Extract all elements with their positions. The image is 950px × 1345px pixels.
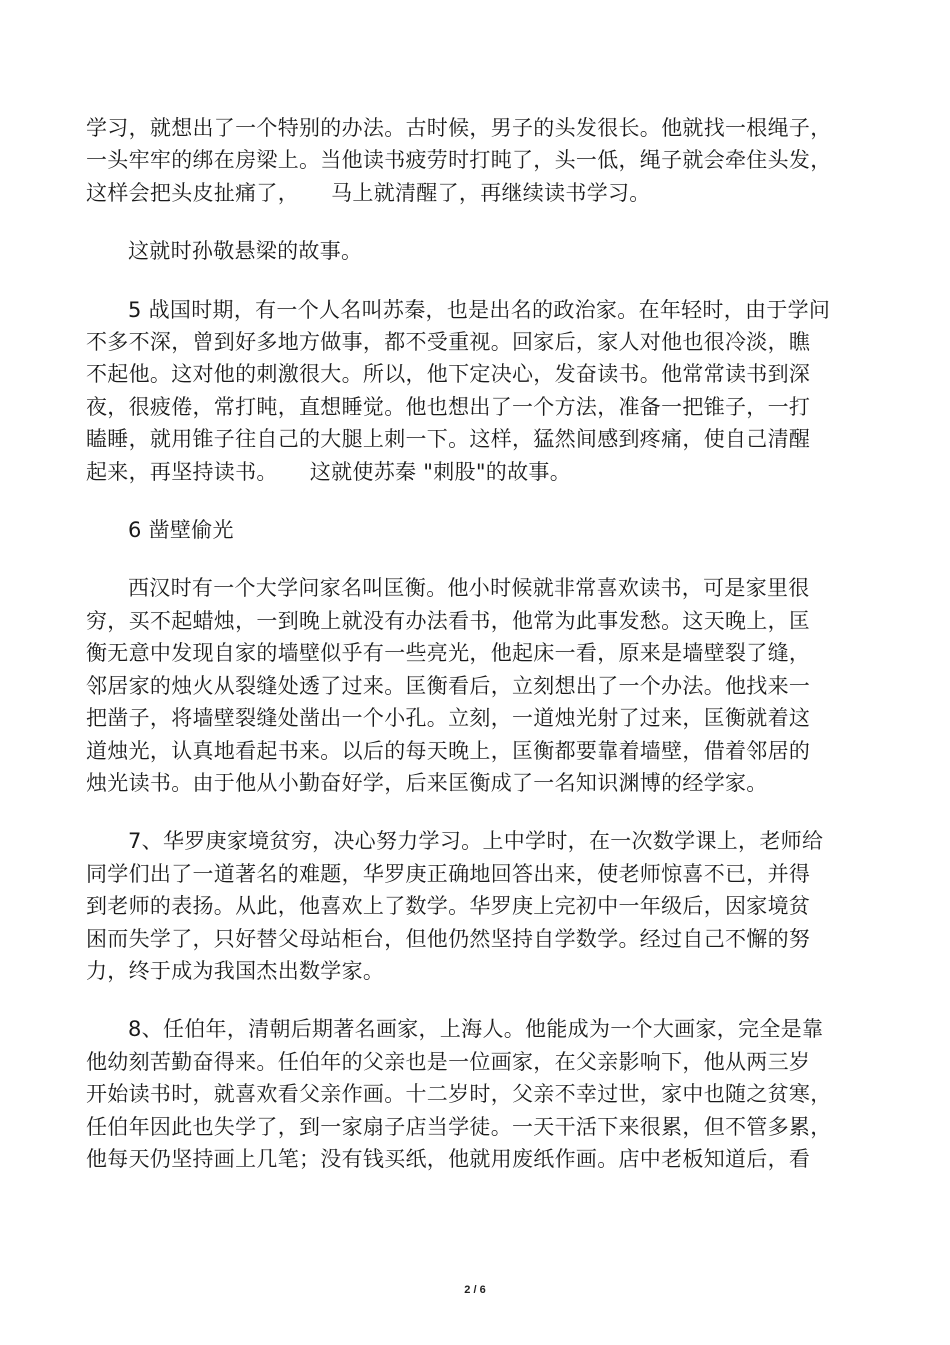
paragraph-hua-luogeng xyxy=(86,825,824,987)
text-line: 夜，很疲倦，常打盹，直想睡觉。他也想出了一个方法，准备一把锥子，一打 xyxy=(86,394,811,419)
text-line: 困而失学了，只好替父母站柜台，但他仍然坚持自学数学。经过自己不懈的努 xyxy=(86,926,811,951)
text-line: 同学们出了一道著名的难题，华罗庚正确地回答出来，使老师惊喜不已，并得 xyxy=(86,861,811,886)
text-line: 邻居家的烛火从裂缝处透了过来。匡衡看后，立刻想出了一个办法。他找来一 xyxy=(86,673,811,698)
text-line: 不多不深，曾到好多地方做事，都不受重视。回家后，家人对他也很冷淡，瞧 xyxy=(86,330,811,355)
text-line: 任伯年因此也失学了，到一家扇子店当学徒。一天干活下来很累，但不管多累， xyxy=(86,1114,832,1139)
text-line: 把凿子，将墙壁裂缝处凿出一个小孔。立刻，一道烛光射了过来，匡衡就着这 xyxy=(86,706,811,731)
page-number: 2 / 6 xyxy=(464,1284,486,1296)
text-line: 这就时孙敬悬梁的故事。 xyxy=(128,239,363,264)
paragraph-ren-bonian xyxy=(86,1013,832,1175)
document-body xyxy=(86,112,832,1201)
paragraph-sun-jing-cont xyxy=(86,112,832,209)
text-line: 西汉时有一个大学问家名叫匡衡。他小时候就非常喜欢读书，可是家里很 xyxy=(128,576,810,601)
text-line: 穷，买不起蜡烛，一到晚上就没有办法看书，他常为此事发愁。这天晚上，匡 xyxy=(86,608,811,633)
text-line: 8、任伯年，清朝后期著名画家，上海人。他能成为一个大画家，完全是靠 xyxy=(128,1017,824,1042)
text-line: 不起他。这对他的刺激很大。所以，他下定决心，发奋读书。他常常读书到深 xyxy=(86,362,811,387)
paragraph-kuang-heng xyxy=(86,572,818,799)
section-heading-6 xyxy=(86,514,818,546)
text-line: 烛光读书。由于他从小勤奋好学，后来匡衡成了一名知识渊博的经学家。 xyxy=(86,770,768,795)
text-line: 衡无意中发现自家的墙壁似乎有一些亮光，他起床一看，原来是墙壁裂了缝， xyxy=(86,641,811,666)
text-line: 瞌睡，就用锥子往自己的大腿上刺一下。这样，猛然间感到疼痛，使自己清醒 xyxy=(86,427,811,452)
text-line: 道烛光，认真地看起书来。以后的每天晚上，匡衡都要靠着墙壁，借着邻居的 xyxy=(86,738,811,763)
text-line: 起来，再坚持读书。 这就使苏秦 "刺股"的故事。 xyxy=(86,459,571,484)
text-line: 到老师的表扬。从此，他喜欢上了数学。华罗庚上完初中一年级后，因家境贫 xyxy=(86,894,811,919)
text-line: 力，终于成为我国杰出数学家。 xyxy=(86,958,385,983)
text-line: 他每天仍坚持画上几笔；没有钱买纸，他就用废纸作画。店中老板知道后，看 xyxy=(86,1146,811,1171)
text-line: 6 凿壁偷光 xyxy=(128,518,234,543)
paragraph-sun-jing-summary xyxy=(86,235,818,267)
text-line: 开始读书时，就喜欢看父亲作画。十二岁时，父亲不幸过世，家中也随之贫寒， xyxy=(86,1082,832,1107)
text-line: 他幼刻苦勤奋得来。任伯年的父亲也是一位画家，在父亲影响下，他从两三岁 xyxy=(86,1049,811,1074)
text-line: 5 战国时期，有一个人名叫苏秦，也是出名的政治家。在年轻时，由于学问 xyxy=(128,297,831,322)
text-line: 这样会把头皮扯痛了， 马上就清醒了，再继续读书学习。 xyxy=(86,180,651,205)
text-line: 7、华罗庚家境贫穷，决心努力学习。上中学时，在一次数学课上，老师给 xyxy=(128,829,824,854)
text-line: 一头牢牢的绑在房梁上。当他读书疲劳时打盹了，头一低，绳子就会牵住头发， xyxy=(86,148,832,173)
text-line: 学习，就想出了一个特别的办法。古时候，男子的头发很长。他就找一根绳子， xyxy=(86,116,832,140)
paragraph-su-qin xyxy=(86,294,831,488)
